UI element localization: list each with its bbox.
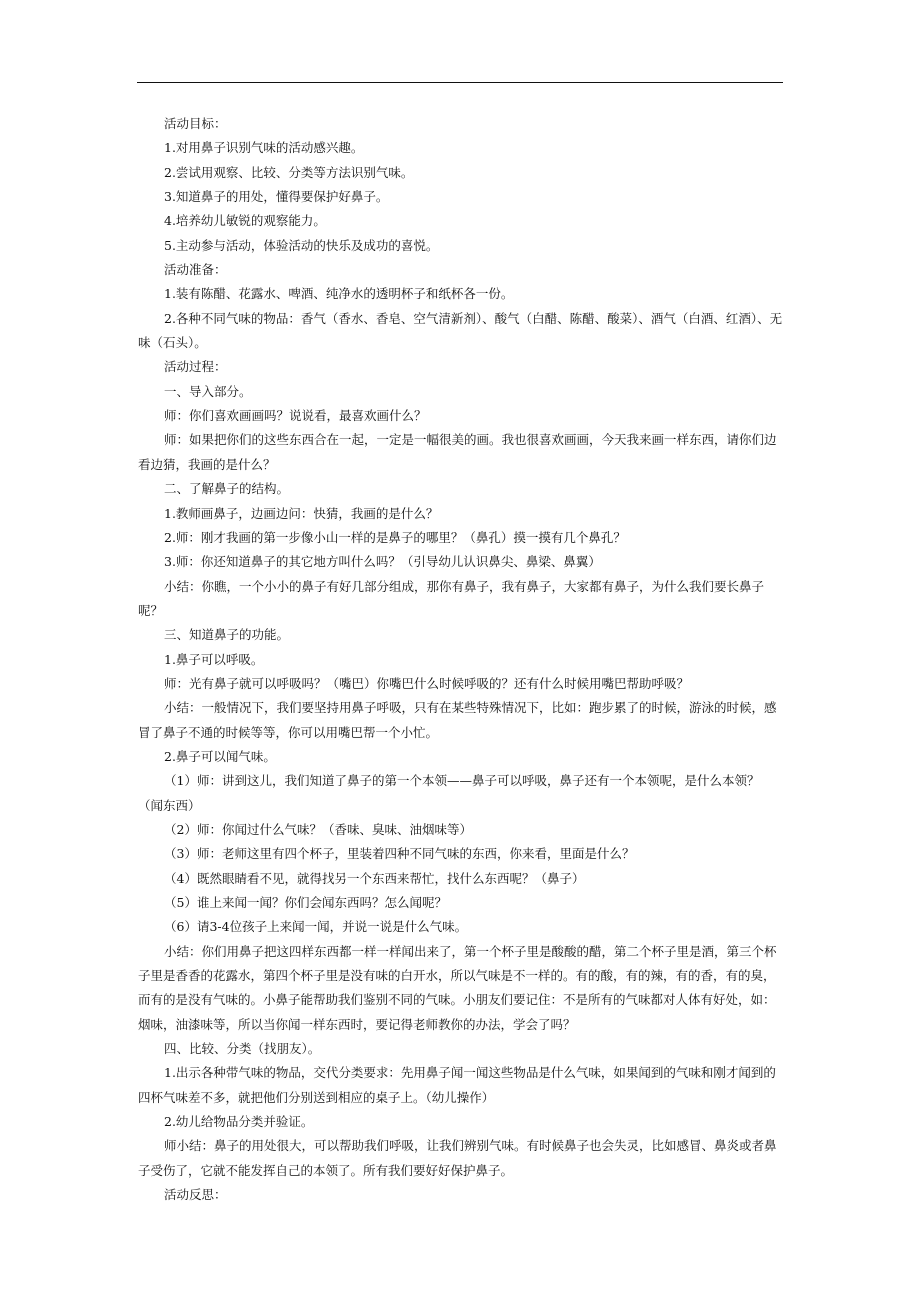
paragraph: 活动目标： <box>164 116 227 131</box>
paragraph: 2.师：刚才我画的第一步像小山一样的是鼻子的哪里？（鼻孔）摸一摸有几个鼻孔？ <box>164 529 626 545</box>
paragraph: 2.尝试用观察、比较、分类等方法识别气味。 <box>164 164 414 180</box>
paragraph: 活动准备： <box>164 262 227 278</box>
header-rule <box>137 82 783 83</box>
paragraph: 活动反思： <box>164 1187 227 1203</box>
paragraph: （4）既然眼睛看不见，就得找另一个东西来帮忙，找什么东西呢？（鼻子） <box>164 870 585 886</box>
paragraph: 师小结：鼻子的用处很大，可以帮助我们呼吸，让我们辨别气味。有时候鼻子也会失灵，比如感冒、鼻炎或者鼻子受伤了，它就不能发挥自己的本领了。所有我们要好好保护鼻子。 <box>138 1138 777 1178</box>
paragraph: （3）师：老师这里有四个杯子，里装着四种不同气味的东西，你来看，里面是什么？ <box>164 846 635 862</box>
paragraph: 5.主动参与活动，体验活动的快乐及成功的喜悦。 <box>164 237 439 253</box>
paragraph: 1.对用鼻子识别气味的活动感兴趣。 <box>164 140 364 156</box>
paragraph: 师：你们喜欢画画吗？说说看，最喜欢画什么？ <box>164 408 427 424</box>
paragraph: 4.培养幼儿敏锐的观察能力。 <box>164 213 326 229</box>
paragraph: （2）师：你闻过什么气味？（香味、臭味、油烟味等） <box>164 821 472 837</box>
paragraph: 小结：一般情况下，我们要坚持用鼻子呼吸，只有在某些特殊情况下，比如：跑步累了的时候，游泳的时候，感冒了鼻子不通的时候等等，你可以用嘴巴帮一个小忙。 <box>138 700 777 740</box>
paragraph: 3.师：你还知道鼻子的其它地方叫什么吗？（引导幼儿认识鼻尖、鼻梁、鼻翼） <box>164 554 601 570</box>
paragraph: （6）请3-4位孩子上来闻一闻，并说一说是什么气味。 <box>164 919 468 935</box>
paragraph: 四、比较、分类（找朋友）。 <box>164 1041 321 1057</box>
paragraph: 一、导入部分。 <box>164 383 252 399</box>
paragraph: （5）谁上来闻一闻？你们会闻东西吗？怎么闻呢？ <box>164 895 447 910</box>
paragraph: 师：光有鼻子就可以呼吸吗？（嘴巴）你嘴巴什么时候呼吸的？还有什么时候用嘴巴帮助呼吸？ <box>164 675 690 691</box>
paragraph: 二、了解鼻子的结构。 <box>164 481 290 497</box>
paragraph: 师：如果把你们的这些东西合在一起，一定是一幅很美的画。我也很喜欢画画，今天我来画一样东西，请你们边看边猜，我画的是什么？ <box>138 432 777 472</box>
paragraph: 小结：你们用鼻子把这四样东西都一样一样闻出来了，第一个杯子里是酸酸的醋，第二个杯子里是酒，第三个杯子里是香香的花露水，第四个杯子里是没有味的白开水，所以气味是不一样的。有的酸，有的辣，有的香，有的臭，而有的是没有气味的。小鼻子能帮助我们鉴别不同的气味。小朋友们要记住：不是所有的气味都对人体有好处，如：烟味，油漆味等，所以当你闻一样东西时，要记得老师教你的办法，学会了吗？ <box>138 943 777 1032</box>
paragraph: 1.教师画鼻子，边画边问：快猜，我画的是什么？ <box>164 505 439 521</box>
paragraph: 1.装有陈醋、花露水、啤酒、纯净水的透明杯子和纸杯各一份。 <box>164 286 514 302</box>
paragraph: 2.各种不同气味的物品：香气（香水、香皂、空气清新剂）、酸气（白醋、陈醋、酸菜）、酒气（白酒、红酒）、无味（石头）。 <box>138 310 783 351</box>
paragraph: 2.幼儿给物品分类并验证。 <box>164 1114 314 1130</box>
paragraph: 小结：你瞧，一个小小的鼻子有好几部分组成，那你有鼻子，我有鼻子，大家都有鼻子，为什么我们要长鼻子呢？ <box>138 578 765 618</box>
paragraph: 三、知道鼻子的功能。 <box>164 627 290 643</box>
paragraph: 1.鼻子可以呼吸。 <box>164 651 264 667</box>
paragraph: 1.出示各种带气味的物品，交代分类要求：先用鼻子闻一闻这些物品是什么气味，如果闻到的气味和刚才闻到的四杯气味差不多，就把他们分别送到相应的桌子上。（幼儿操作） <box>138 1065 776 1105</box>
document-body <box>138 112 783 1207</box>
paragraph: （1）师：讲到这儿，我们知道了鼻子的第一个本领——鼻子可以呼吸，鼻子还有一个本领呢，是什么本领？（闻东西） <box>138 773 760 813</box>
paragraph: 活动过程： <box>164 359 227 375</box>
paragraph: 2.鼻子可以闻气味。 <box>164 748 276 764</box>
paragraph: 3.知道鼻子的用处，懂得要保护好鼻子。 <box>164 189 389 205</box>
